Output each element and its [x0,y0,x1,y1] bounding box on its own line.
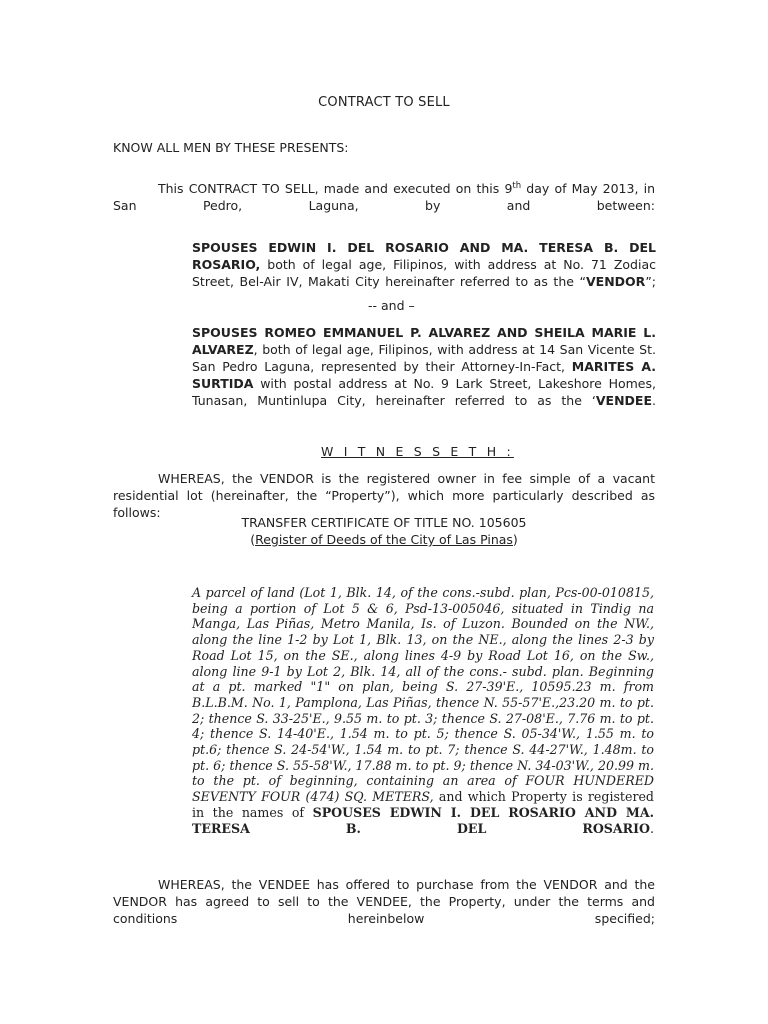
opening-prefix: This CONTRACT TO SELL, made and executed on this 9 [158,181,513,196]
tct-block [113,514,655,548]
vendor-name: SPOUSES EDWIN I. DEL ROSARIO AND MA. TERESA B. DEL ROSARIO, [192,240,656,272]
land-owners: SPOUSES EDWIN I. DEL ROSARIO AND MA. TERESA B. DEL ROSARIO [192,804,654,836]
vendee-end: . [652,393,656,408]
intro-line: KNOW ALL MEN BY THESE PRESENTS: [113,140,349,155]
vendor-paragraph [192,239,656,290]
vendee-details: , both of legal age, Filipinos, with address at 14 San Vicente St. San Pedro Laguna, represented by their Attorney-In-Fact, [192,342,656,374]
tct-register-line [113,531,655,548]
vendee-name: SPOUSES ROMEO EMMANUEL P. ALVAREZ AND SHEILA MARIE L. ALVAREZ [192,325,656,357]
document-title: CONTRACT TO SELL [318,95,450,110]
opening-suffix: day of May 2013, in San Pedro, Laguna, by and between: [113,181,655,213]
vendee-details2: with postal address at No. 9 Lark Street, Lakeshore Homes, Tunasan, Muntinlupa City, hereinafter referred to as the ‘ [192,376,656,408]
witnesseth-heading: W I T N E S S E T H : [321,444,514,459]
vendor-details: both of legal age, Filipinos, with address at No. 71 Zodiac Street, Bel-Air IV, Makati City hereinafter referred to as the “ [192,257,656,289]
land-description [192,585,654,836]
vendor-end: ”; [645,274,656,289]
and-separator: -- and – [368,298,415,313]
land-end: . [649,820,654,836]
opening-sup: th [512,181,522,191]
tct-register: Register of Deeds of the City of Las Pinas [255,532,513,547]
opening-paragraph [113,180,655,214]
vendee-paragraph [192,324,656,409]
whereas-paragraph-2: WHEREAS, the VENDEE has offered to purchase from the VENDOR and the VENDOR has agreed to sell to the VENDEE, the Property, under the terms and conditions hereinbelow specified; [113,877,655,926]
vendor-label: VENDOR [586,274,646,289]
land-technical-description: A parcel of land (Lot 1, Blk. 14, of the cons.-subd. plan, Pcs-00-010815, being a portion of Lot 5 & 6, Psd-13-005046, situated in Tindig na Manga, Las Piñas, Metro Manila, Is. of Luzon. Bounded on the NW., along the line 1-2 by Lot 1, Blk. 13, on the NE., along the lines 2-3 by Road Lot 15, on the SE., along lines 4-9 by Road Lot 16, on the Sw., along line 9-1 by Lot 2, Blk. 14, all of the cons.- subd. plan. Beginning at a pt. marked "1" on plan, being S. 27-39'E., 10595.23 m. from B.L.B.M. No. 1, Pamplona, Las Piñas, thence N. 55-57'E.,23.20 m. to pt. 2; thence S. 33-25'E., 9.55 m. to pt. 3; thence S. 27-08'E., 7.76 m. to pt. 4; thence S. 14-40'E., 1.54 m. to pt. 5; thence S. 05-34'W., 1.55 m. to pt.6; thence S. 24-54'W., 1.54 m. to pt. 7; thence S. 44-27'W., 1.48m. to pt. 6; thence S. 55-58'W., 17.88 m. to pt. 9; thence N. 34-03'W., 20.99 m. to the pt. of beginning, containing an area of FOUR HUNDERED SEVENTY FOUR (474) SQ. METERS, [192,585,654,805]
vendee-label: VENDEE [595,393,653,408]
vendee-attorney: MARITES A. SURTIDA [192,359,656,391]
land-registered: and which Property is registered in the names of [192,789,654,820]
whereas-paragraph-1: WHEREAS, the VENDOR is the registered owner in fee simple of a vacant residential lot (hereinafter, the “Property”), which more particularly described as follows: [113,471,655,520]
tct-open-paren: ( [250,532,256,547]
tct-close-paren: ) [512,532,518,547]
tct-number: TRANSFER CERTIFICATE OF TITLE NO. 105605 [241,515,527,530]
